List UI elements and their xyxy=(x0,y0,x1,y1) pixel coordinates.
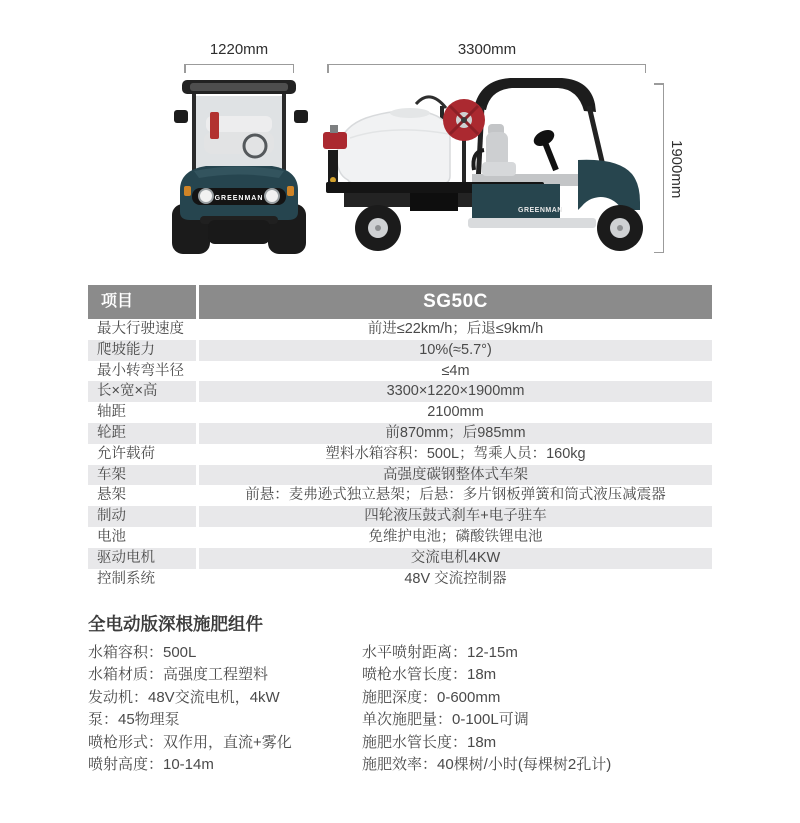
spec-table-header-model: SG50C xyxy=(199,285,712,319)
brand-logo-text: GREENMAN xyxy=(214,195,264,202)
side-view-image xyxy=(322,76,658,262)
side-length-dimension-line xyxy=(327,64,646,72)
fertilizer-spec-item: 喷枪形式：双作用，直流+雾化 xyxy=(88,733,292,751)
spec-row-value: 四轮液压鼓式刹车+电子驻车 xyxy=(199,506,712,527)
spec-row-value: 3300×1220×1900mm xyxy=(199,381,712,402)
spec-table-body xyxy=(88,319,712,589)
spec-row xyxy=(88,506,712,527)
fertilizer-spec-item: 施肥效率：40棵树/小时(每棵树2孔计) xyxy=(362,756,612,774)
spec-row-label: 允许载荷 xyxy=(97,445,155,462)
side-height-dimension-label: 1900mm xyxy=(668,140,685,199)
spec-row xyxy=(88,361,712,382)
spec-row-label: 悬架 xyxy=(97,487,126,504)
fertilizer-spec-list-right xyxy=(362,642,611,776)
fertilizer-spec-item: 单次施肥量：0-100L可调 xyxy=(362,711,529,729)
spec-row xyxy=(88,465,712,486)
spec-row xyxy=(88,569,712,590)
fertilizer-spec-item: 喷枪水管长度：18m xyxy=(362,666,497,684)
spec-row-label: 电池 xyxy=(97,528,126,545)
spec-row-value: 10%(≈5.7°) xyxy=(199,340,712,361)
spec-row-label: 轴距 xyxy=(97,404,126,421)
spec-row-value: 前悬：麦弗逊式独立悬架；后悬：多片钢板弹簧和筒式液压减震器 xyxy=(245,487,666,504)
hero-section xyxy=(0,0,800,275)
spec-row xyxy=(88,485,712,506)
spec-row xyxy=(88,423,712,444)
spec-row-value: 前870mm；后985mm xyxy=(199,423,712,444)
spec-table xyxy=(88,285,712,589)
fertilizer-spec-item: 水平喷射距离：12-15m xyxy=(362,644,518,661)
fertilizer-spec-item: 水箱材质：高强度工程塑料 xyxy=(88,666,269,684)
spec-row-label: 最大行驶速度 xyxy=(97,321,184,337)
spec-table-header xyxy=(88,285,712,319)
spec-row-label: 车架 xyxy=(88,465,196,486)
fertilizer-spec-item: 泵：45物理泵 xyxy=(88,711,180,729)
fertilizer-spec-item: 施肥水管长度：18m xyxy=(362,733,497,751)
spec-row xyxy=(88,340,712,361)
spec-row-value: 48V 交流控制器 xyxy=(404,570,507,587)
spec-row-label: 制动 xyxy=(88,506,196,527)
fertilizer-section-title: 全电动版深根施肥组件 xyxy=(88,614,263,634)
fertilizer-spec-item: 发动机：48V交流电机，4kW xyxy=(88,688,280,706)
front-width-dimension-line xyxy=(184,64,294,72)
spec-table-header-item: 项目 xyxy=(88,285,196,319)
spec-row-value: 前进≤22km/h；后退≤9km/h xyxy=(367,321,544,337)
spec-row-label: 最小转弯半径 xyxy=(97,362,184,379)
spec-row-value: 高强度碳钢整体式车架 xyxy=(199,465,712,486)
spec-row-label: 轮距 xyxy=(88,423,196,444)
fertilizer-spec-item: 喷射高度：10-14m xyxy=(88,756,214,774)
brand-logo-text: GREENMAN xyxy=(518,207,563,214)
front-width-dimension-label: 1220mm xyxy=(209,41,269,58)
spec-row xyxy=(88,402,712,423)
spec-row-value: 交流电机4KW xyxy=(199,548,712,569)
spec-row xyxy=(88,319,712,340)
fertilizer-spec-item: 水箱容积：500L xyxy=(88,644,197,661)
spec-row xyxy=(88,527,712,548)
spec-row xyxy=(88,548,712,569)
spec-row-label: 控制系统 xyxy=(97,570,155,587)
spec-row-value: 塑料水箱容积：500L；驾乘人员：160kg xyxy=(325,445,586,462)
spec-row-value: 免维护电池；磷酸铁锂电池 xyxy=(368,528,543,545)
spec-row-label: 爬坡能力 xyxy=(88,340,196,361)
spec-row-label: 驱动电机 xyxy=(88,548,196,569)
spec-row-value: ≤4m xyxy=(441,362,470,379)
spec-row xyxy=(88,381,712,402)
fertilizer-spec-list-left xyxy=(88,642,292,776)
spec-row-value: 2100mm xyxy=(427,404,484,421)
front-view-image xyxy=(172,74,310,260)
fertilizer-spec-item: 施肥深度：0-600mm xyxy=(362,688,501,706)
side-length-dimension-label: 3300mm xyxy=(457,41,517,58)
spec-row-label: 长×宽×高 xyxy=(88,381,196,402)
spec-row xyxy=(88,444,712,465)
